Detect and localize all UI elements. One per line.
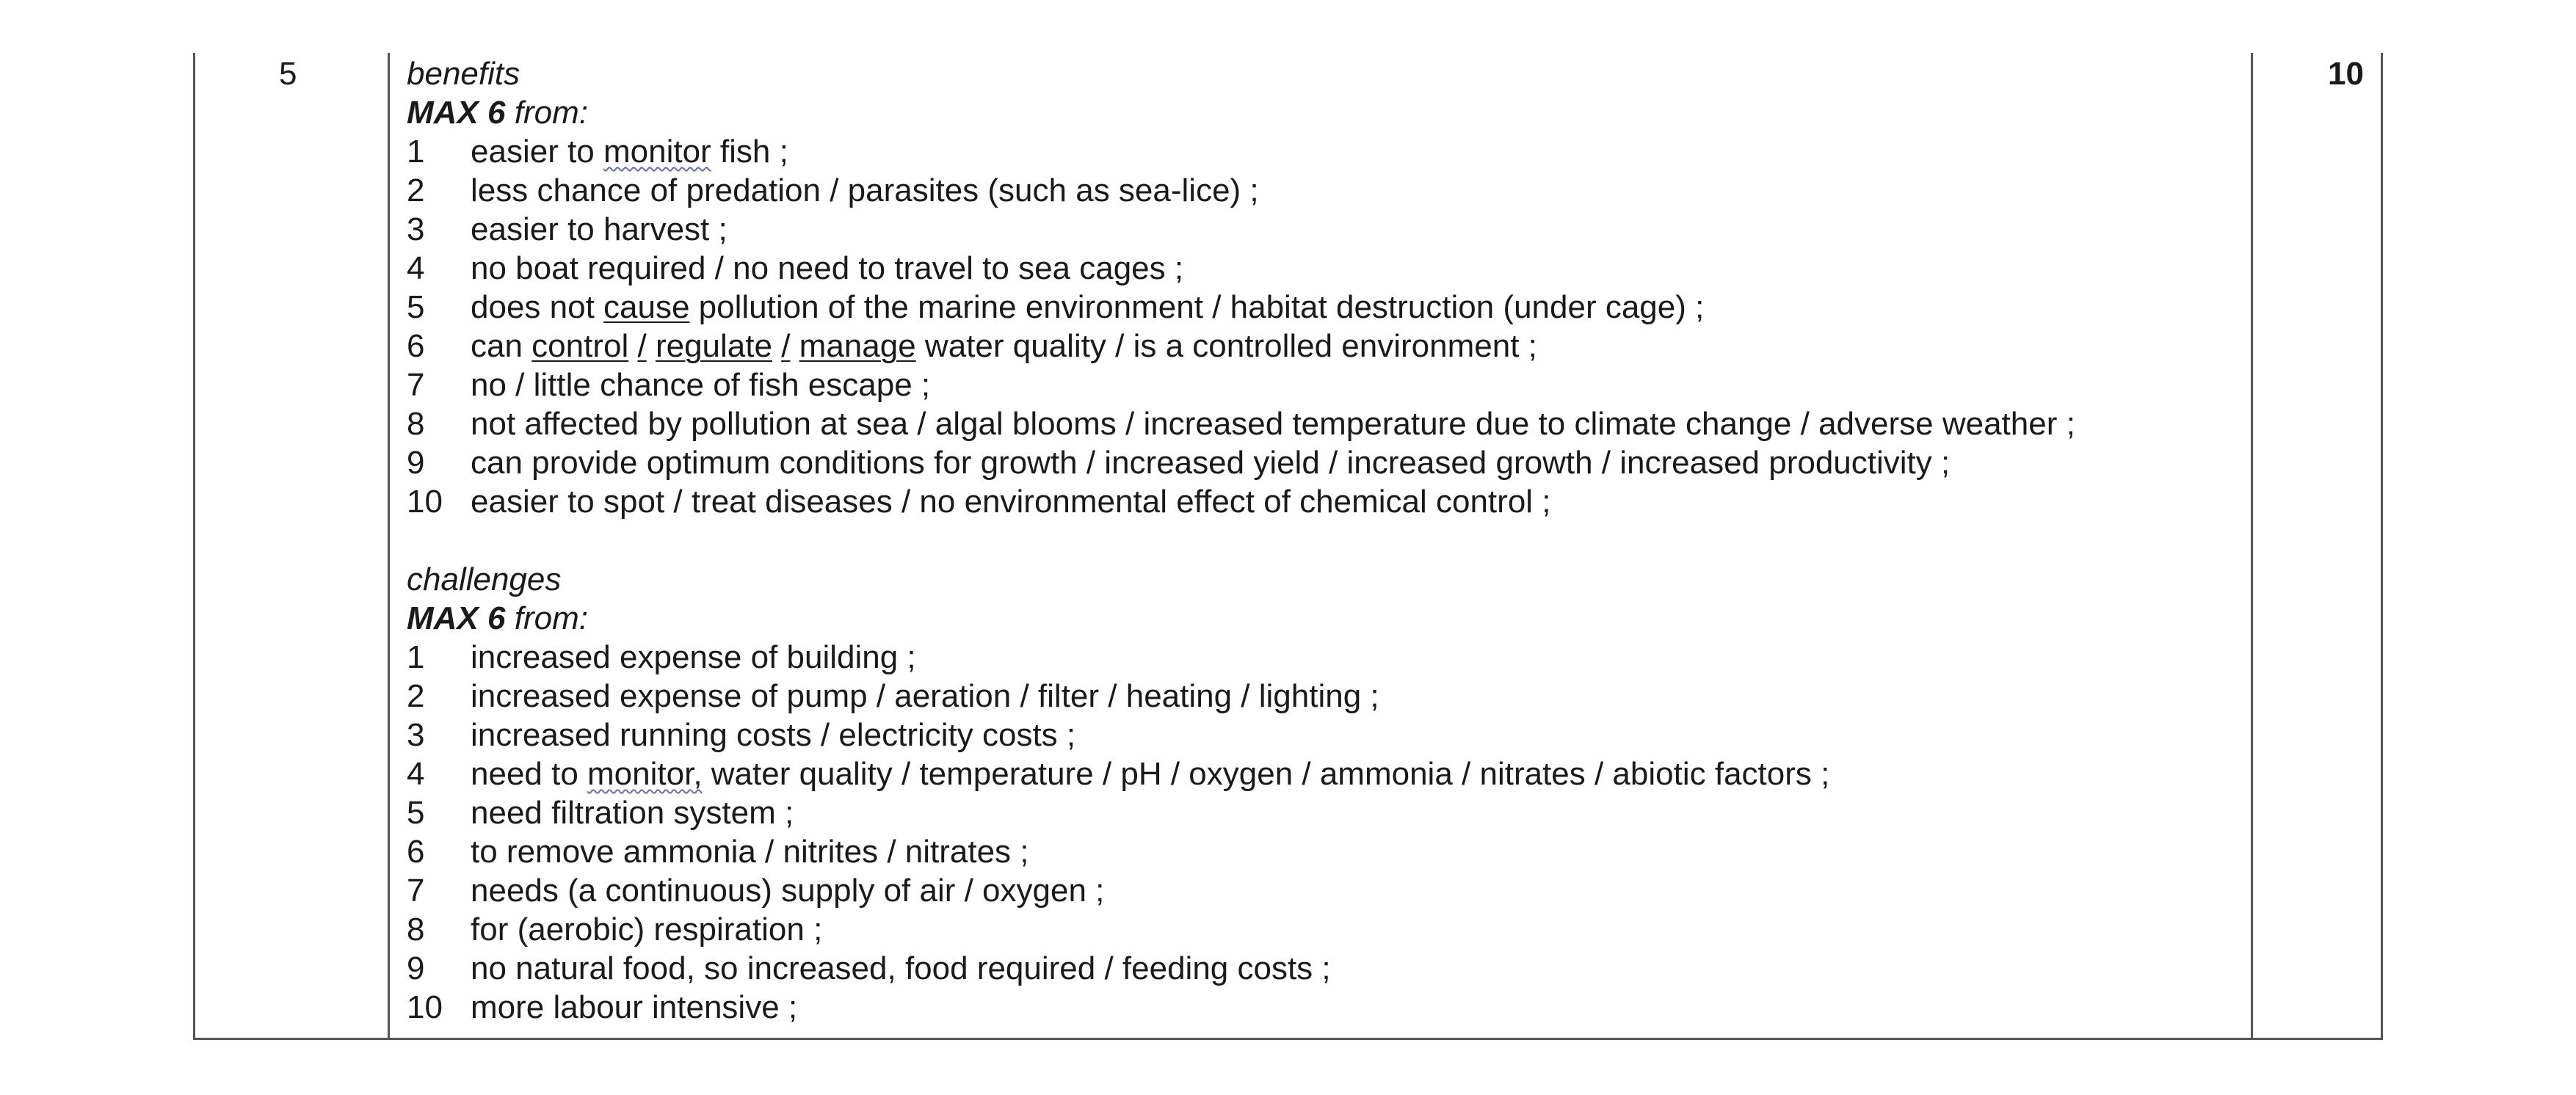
point-number: 9 bbox=[407, 445, 425, 481]
table-border-right bbox=[2381, 53, 2383, 1040]
point-text-segment: fish ; bbox=[711, 134, 788, 170]
point-number: 5 bbox=[407, 289, 425, 325]
mark-scheme-answer bbox=[407, 54, 2242, 1027]
point-text-segment: increased expense of building ; bbox=[471, 639, 916, 675]
point-text-segment: need filtration system ; bbox=[471, 795, 794, 831]
point-number: 5 bbox=[407, 795, 425, 831]
point-number: 6 bbox=[407, 834, 425, 870]
benefits-point bbox=[407, 288, 2242, 327]
point-text-underlined: / bbox=[637, 328, 647, 364]
benefits-point bbox=[407, 404, 2242, 443]
point-text bbox=[471, 443, 1950, 482]
point-text-segment: does not bbox=[471, 289, 604, 325]
point-text-segment: easier to harvest ; bbox=[471, 211, 728, 247]
point-text bbox=[471, 988, 797, 1027]
benefits-point bbox=[407, 210, 2242, 249]
point-number: 6 bbox=[407, 328, 425, 364]
challenges-list bbox=[407, 638, 2242, 1027]
point-number: 2 bbox=[407, 172, 425, 208]
point-text-segment: can provide optimum conditions for growth / increased yield / increased growth / increased productivity ; bbox=[471, 445, 1951, 481]
benefits-section bbox=[407, 54, 2242, 521]
challenges-point bbox=[407, 949, 2242, 988]
benefits-list bbox=[407, 132, 2242, 521]
table-border-left bbox=[193, 53, 195, 1040]
point-text bbox=[471, 327, 1537, 365]
point-text-segment: for (aerobic) respiration ; bbox=[471, 912, 823, 947]
section-title-benefits: benefits bbox=[407, 56, 520, 92]
section-spacer bbox=[407, 521, 2242, 560]
point-text-segment: no natural food, so increased, food required / feeding costs ; bbox=[471, 950, 1331, 986]
point-text-segment: not affected by pollution at sea / algal blooms / increased temperature due to climate change / adverse weather ; bbox=[471, 406, 2075, 442]
max-instruction-challenges bbox=[407, 599, 2242, 638]
point-text-segment: easier to spot / treat diseases / no environmental effect of chemical control ; bbox=[471, 484, 1551, 520]
challenges-point bbox=[407, 638, 2242, 677]
point-text-segment: need to bbox=[471, 756, 588, 792]
point-text bbox=[471, 754, 1829, 793]
benefits-point bbox=[407, 443, 2242, 482]
point-text-underlined: manage bbox=[799, 328, 916, 364]
point-text bbox=[471, 793, 794, 832]
point-text bbox=[471, 716, 1075, 754]
point-text-segment bbox=[790, 328, 799, 364]
point-text bbox=[471, 871, 1104, 910]
challenges-point bbox=[407, 988, 2242, 1027]
point-text bbox=[471, 832, 1029, 871]
point-number: 10 bbox=[407, 484, 443, 520]
point-text-segment: no / little chance of fish escape ; bbox=[471, 367, 931, 403]
point-text bbox=[471, 482, 1551, 521]
section-title-challenges: challenges bbox=[407, 561, 562, 597]
max-label: MAX 6 bbox=[407, 95, 506, 131]
point-number: 1 bbox=[407, 639, 425, 675]
point-text-underlined: regulate bbox=[655, 328, 772, 364]
point-text bbox=[471, 249, 1183, 288]
point-number: 7 bbox=[407, 873, 425, 909]
point-text-segment: to remove ammonia / nitrites / nitrates ; bbox=[471, 834, 1029, 870]
point-text bbox=[471, 404, 2075, 443]
challenges-section bbox=[407, 560, 2242, 1027]
column-divider-marks bbox=[2251, 53, 2253, 1040]
point-text-segment: increased running costs / electricity costs ; bbox=[471, 717, 1076, 753]
point-text bbox=[471, 677, 1379, 716]
point-text-segment bbox=[772, 328, 781, 364]
point-number: 8 bbox=[407, 912, 425, 947]
challenges-point bbox=[407, 754, 2242, 793]
point-text bbox=[471, 949, 1331, 988]
max-label: MAX 6 bbox=[407, 600, 506, 636]
point-number: 4 bbox=[407, 250, 425, 286]
point-text-segment: less chance of predation / parasites (such as sea-lice) ; bbox=[471, 172, 1259, 208]
point-text-segment bbox=[647, 328, 656, 364]
point-text-underlined: monitor, bbox=[587, 756, 703, 792]
point-text-underlined: control bbox=[531, 328, 629, 364]
challenges-point bbox=[407, 677, 2242, 716]
point-text bbox=[471, 910, 822, 949]
point-text-segment: easier to bbox=[471, 134, 603, 170]
challenges-point bbox=[407, 910, 2242, 949]
point-text bbox=[471, 365, 930, 404]
point-text-segment: can bbox=[471, 328, 532, 364]
point-number: 7 bbox=[407, 367, 425, 403]
point-text-segment: increased expense of pump / aeration / filter / heating / lighting ; bbox=[471, 678, 1379, 714]
point-text-underlined: / bbox=[781, 328, 791, 364]
point-number: 1 bbox=[407, 134, 425, 170]
point-text-segment: more labour intensive ; bbox=[471, 989, 798, 1025]
benefits-point bbox=[407, 249, 2242, 288]
point-text bbox=[471, 210, 728, 249]
question-number: 5 bbox=[279, 56, 297, 92]
point-text-segment: water quality / is a controlled environment ; bbox=[915, 328, 1537, 364]
challenges-point bbox=[407, 793, 2242, 832]
point-text-segment bbox=[628, 328, 637, 364]
point-number: 4 bbox=[407, 756, 425, 792]
point-number: 9 bbox=[407, 950, 425, 986]
column-divider-question bbox=[388, 53, 390, 1040]
benefits-point bbox=[407, 171, 2242, 210]
point-text-underlined: cause bbox=[603, 289, 690, 325]
point-text-segment: water quality / temperature / pH / oxygen / ammonia / nitrates / abiotic factors ; bbox=[702, 756, 1830, 792]
table-border-bottom bbox=[193, 1038, 2383, 1040]
total-marks: 10 bbox=[2328, 56, 2364, 92]
benefits-point bbox=[407, 132, 2242, 171]
point-number: 2 bbox=[407, 678, 425, 714]
point-text-underlined: monitor bbox=[603, 134, 711, 170]
point-text-segment: pollution of the marine environment / habitat destruction (under cage) ; bbox=[689, 289, 1705, 325]
point-text bbox=[471, 638, 916, 677]
from-label: from: bbox=[514, 95, 588, 131]
from-label: from: bbox=[514, 600, 588, 636]
point-text-segment: no boat required / no need to travel to sea cages ; bbox=[471, 250, 1184, 286]
max-instruction-benefits bbox=[407, 93, 2242, 132]
point-text-segment: needs (a continuous) supply of air / oxygen ; bbox=[471, 873, 1105, 909]
challenges-point bbox=[407, 716, 2242, 754]
challenges-point bbox=[407, 832, 2242, 871]
point-number: 3 bbox=[407, 717, 425, 753]
benefits-point bbox=[407, 327, 2242, 365]
point-text bbox=[471, 132, 788, 171]
point-text bbox=[471, 288, 1704, 327]
point-number: 10 bbox=[407, 989, 443, 1025]
point-number: 3 bbox=[407, 211, 425, 247]
challenges-point bbox=[407, 871, 2242, 910]
point-text bbox=[471, 171, 1259, 210]
benefits-point bbox=[407, 482, 2242, 521]
benefits-point bbox=[407, 365, 2242, 404]
point-number: 8 bbox=[407, 406, 425, 442]
